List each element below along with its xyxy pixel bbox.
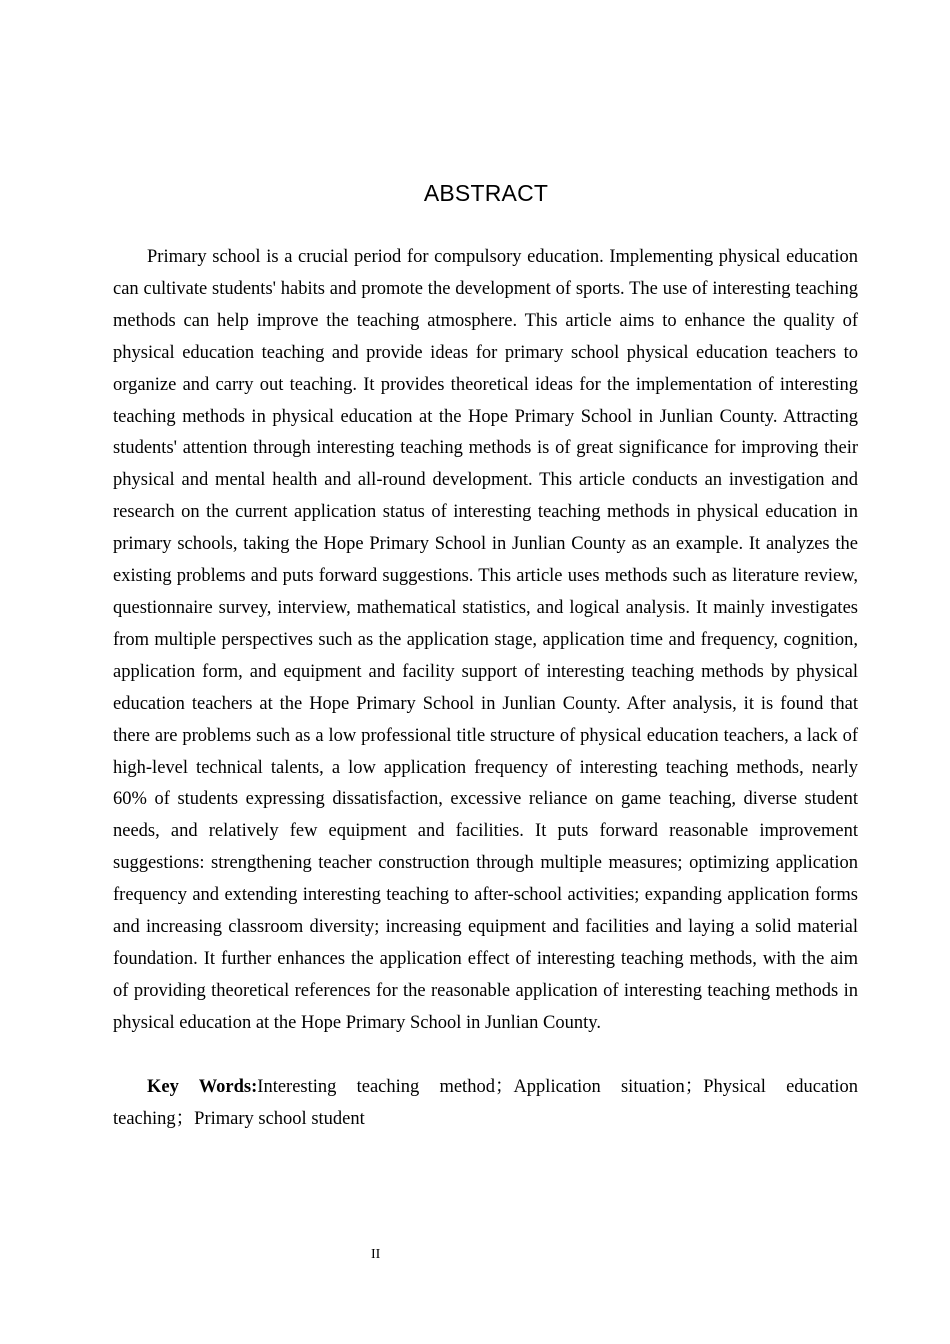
- abstract-paragraph: Primary school is a crucial period for compulsory education. Implementing physical education can cultivate students' habits and promote the development of sports. The use of interesting teaching methods can help improve the teaching atmosphere. This article aims to enhance the quality of physical education teaching and provide ideas for primary school physical education teachers to organize and carry out teaching. It provides theoretical ideas for the implementation of interesting teaching methods in physical education at the Hope Primary School in Junlian County. Attracting students' attention through interesting teaching methods is of great significance for improving their physical and mental health and all-round development. This article conducts an investigation and research on the current application status of interesting teaching methods in physical education in primary schools, taking the Hope Primary School in Junlian County as an example. It analyzes the existing problems and puts forward suggestions. This article uses methods such as literature review, questionnaire survey, interview, mathematical statistics, and logical analysis. It mainly investigates from multiple perspectives such as the application stage, application time and frequency, cognition, application form, and equipment and facility support of interesting teaching methods by physical education teachers at the Hope Primary School in Junlian County. After analysis, it is found that there are problems such as a low professional title structure of physical education teachers, a lack of high-level technical talents, a low application frequency of interesting teaching methods, nearly 60% of students expressing dissatisfaction, excessive reliance on game teaching, diverse student needs, and relatively few equipment and facilities. It puts forward reasonable improvement suggestions: strengthening teacher construction through multiple measures; optimizing application frequency and extending interesting teaching to after-school activities; expanding application forms and increasing classroom diversity; increasing equipment and facilities and laying a solid material foundation. It further enhances the application effect of interesting teaching methods, with the aim of providing theoretical references for the reasonable application of interesting teaching methods in physical education at the Hope Primary School in Junlian County.: [113, 247, 858, 1033]
- keywords-text: Interesting teaching method；Application situation；Physical education teaching；Primary school student: [113, 1077, 858, 1129]
- abstract-title: ABSTRACT: [423, 180, 549, 206]
- page-number: II: [371, 1247, 381, 1262]
- keywords-label: Key Words:: [147, 1077, 258, 1097]
- keywords-paragraph: [113, 1072, 858, 1136]
